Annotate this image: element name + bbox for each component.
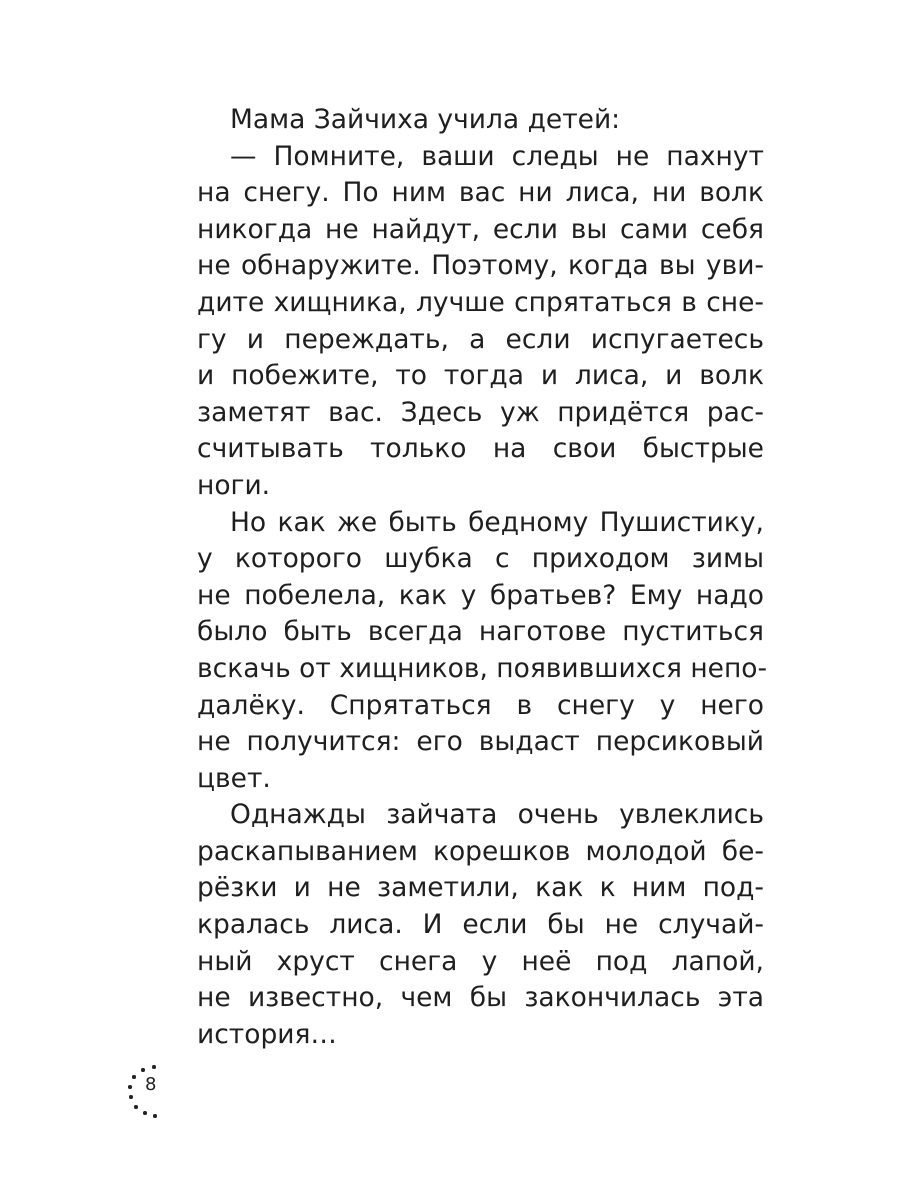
folio-dot-ornament [152,1065,156,1069]
folio-dot-ornament [132,1075,136,1079]
body-text [197,102,768,1053]
text-line: Но как же быть бедному Пушистику, [230,506,764,538]
text-line: вскачь от хищников, появившихся непо- [197,652,768,684]
text-line: не известно, чем бы закончилась эта [197,982,764,1014]
text-line: дите хищника, лучше спрятаться в сне- [197,286,764,318]
text-line: история… [197,1018,337,1050]
text-line: у которого шубка с приходом зимы [197,543,764,575]
text-line: гу и переждать, а если испугаетесь [197,323,764,355]
text-line: рёзки и не заметили, как к ним под- [197,872,764,904]
text-line: далёку. Спрятаться в снегу у него [197,689,764,721]
text-line: Однажды зайчата очень увлеклись [230,799,764,831]
folio-dot-ornament [129,1095,133,1099]
folio-dot-ornament [134,1105,138,1109]
page-number: 8 [145,1074,157,1095]
text-line: не получится: его выдаст персиковый [197,726,764,758]
paragraph [197,139,764,505]
text-line: кралась лиса. И если бы не случай- [197,909,764,941]
text-line: цвет. [197,762,271,794]
text-line: на снегу. По ним вас ни лиса, ни волк [197,177,764,209]
folio-dot-ornament [128,1085,132,1089]
text-line: было быть всегда наготове пуститься [197,616,764,648]
folio-dot-ornament [141,1068,145,1072]
paragraph [197,505,768,798]
text-line: не побелела, как у братьев? Ему надо [197,579,764,611]
folio-dot-ornament [153,1114,157,1118]
text-line: и побежите, то тогда и лиса, и волк [197,360,764,392]
text-line: ный хруст снега у неё под лапой, [197,945,764,977]
text-line: — Помните, ваши следы не пахнут [230,140,764,172]
text-line: никогда не найдут, если вы сами себя [197,213,764,245]
text-line: раскапыванием корешков молодой бе- [197,835,764,867]
text-line: не обнаружите. Поэтому, когда вы уви- [197,250,764,282]
paragraph [197,797,764,1053]
text-line: считывать только на свои быстрые [197,433,764,465]
paragraph [197,102,764,139]
text-line: Мама Зайчиха учила детей: [230,104,621,135]
text-line: ноги. [197,469,271,501]
text-line: заметят вас. Здесь уж придётся рас- [197,396,764,428]
folio-dot-ornament [143,1111,147,1115]
page-number-folio [118,1055,178,1125]
